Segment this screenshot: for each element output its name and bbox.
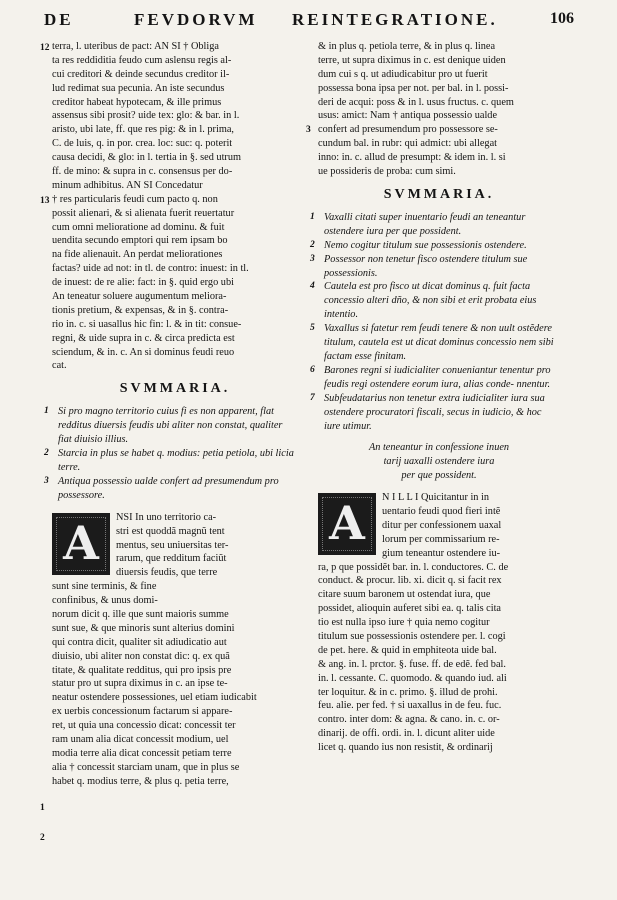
summaria-item: [310, 253, 560, 281]
summaria-heading: SVMMARIA.: [383, 186, 495, 202]
dropcap-initial: A: [318, 493, 376, 555]
text-line: de inuest: de re alie: fact: in §. quid ergo ubi: [52, 277, 234, 289]
left-body-section: [52, 511, 298, 789]
text-line: cat.: [52, 360, 67, 372]
text-line: † res particularis feudi cum pacto q. non: [52, 193, 218, 205]
summaria-heading: SVMMARIA.: [119, 381, 231, 397]
text-line: lorum per commissarium re-: [382, 533, 500, 545]
text-line: cundum bal. in rubr: qui admict: ubi allegat: [318, 138, 498, 150]
margin-number: 3: [306, 125, 311, 135]
text-line: statur pro ut supra diximus in c. an ipse te-: [52, 678, 228, 690]
text-line: ditur per confessionem uaxal: [382, 519, 502, 531]
summaria-number: 6: [310, 364, 315, 375]
section-caption: [318, 441, 560, 483]
summaria-text: Nemo cogitur titulum sue possessionis ostendere.: [324, 239, 527, 251]
caption-line: An teneantur in confessione inuen: [368, 442, 510, 454]
summaria-text: Cautela est pro fisco ut dicat dominus q. fuit facta concessio alteri dño, & non sibi et erit probata eius intentio.: [324, 281, 537, 321]
text-line: dinarij. de offi. ordi. in. l. dicunt aliter uide: [318, 728, 495, 740]
text-line: ue possideris de proba: cum simi.: [318, 166, 456, 178]
right-summaria-list: [310, 211, 560, 434]
text-line: minum adhibitus. AN SI Concedatur: [52, 179, 203, 191]
text-line: aristo, ubi late, ff. que res pig: & in l. prima,: [52, 124, 234, 136]
right-body-text: [318, 561, 560, 755]
text-line: tionis pretium, & expensas, & in §. contra-: [52, 304, 229, 316]
text-line: de pet. here. & quid in emphiteota uide bal.: [318, 644, 497, 656]
summaria-item: [310, 280, 560, 322]
text-line: licet q. quando ius non resistit, & ordinarij: [318, 742, 493, 754]
text-line: uentario feudi quod fieri intẽ: [382, 505, 501, 517]
text-line: ter loquitur. & in c. primo. §. illud de prohi.: [318, 686, 498, 698]
text-line: alia † concessit starciam unam, que in plus se: [52, 761, 240, 773]
text-line: neatur ostendere possessiones, uel etiam iudicabit: [52, 692, 257, 704]
summaria-item: [310, 211, 560, 239]
text-line: possit alienari, & si alienata fuerit reuertatur: [52, 207, 235, 219]
summaria-text: Si pro magno territorio cuius fi es non apparent, flat redditus diuersis feudis ubi aliter non constat, qualiter fiat diuisio illius.: [58, 406, 283, 446]
summaria-item: [310, 392, 560, 434]
summaria-item: [44, 475, 298, 503]
text-line: & ang. in. l. prctor. §. fuse. ff. de edẽ. fed bal.: [318, 658, 506, 670]
text-line: possidet, alioquin auferet sibi ea. q. talis cita: [318, 603, 502, 615]
header-word-feudorum: FEVDORVM: [134, 10, 258, 29]
margin-number: 1: [40, 803, 45, 813]
text-line: ra, p que possidẽt bar. in. l. conductores. C. de: [318, 561, 509, 573]
text-line: modia terre alia dicat concessit petiam terre: [52, 747, 232, 759]
summaria-number: 2: [44, 448, 49, 459]
text-line: conduct. & procur. lib. xi. dicit q. si facit rex: [318, 575, 502, 587]
text-line: feu. alie. per fed. † si uaxallus in de feu. fuc.: [318, 700, 502, 712]
summaria-number: 1: [44, 406, 49, 417]
text-line: sciendum, & in. c. An si dominus feudi reuo: [52, 346, 235, 358]
margin-number: 12: [40, 43, 50, 53]
caption-line: per que possident.: [401, 470, 477, 482]
summaria-number: 1: [310, 211, 315, 222]
text-line: deri de acqui: poss & in l. usus fructus. c. quem: [318, 96, 514, 108]
summaria-text: Possessor non tenetur fisco ostendere titulum sue possessionis.: [324, 253, 528, 279]
text-line: assensus sibi prosit? uide tex: glo: & bar. in l.: [52, 110, 240, 122]
text-line: ret, ut quia una concessio dicat: concessit ter: [52, 720, 236, 732]
right-top-text: [318, 40, 560, 179]
text-line: sunt sue, & que minoris sunt alterius domini: [52, 622, 235, 634]
summaria-text: Vaxalli citati super inuentario feudi an teneantur ostendere iura per que possident.: [324, 211, 526, 237]
text-line: terre, ut supra diximus in c. est denique uiden: [318, 54, 506, 66]
text-line: possessa bona ipsa per not. per bal. in l. possi-: [318, 82, 509, 94]
text-line: gium teneantur ostendere iu-: [382, 547, 501, 559]
summaria-number: 5: [310, 323, 315, 334]
text-line: inno: in. c. allud de presumpt: & idem in. l. si: [318, 152, 506, 164]
summaria-number: 3: [310, 253, 315, 264]
right-column: [306, 40, 560, 755]
body-head-line: NSI In uno territorio ca-: [116, 511, 217, 523]
text-line: citare suum baronem ut ostendat iura, que: [318, 589, 491, 601]
text-line: rarum, que redditum faciũt: [116, 553, 227, 565]
text-line: confinibus, & unus domi-: [52, 595, 158, 607]
margin-number: 13: [40, 196, 50, 206]
text-line: lud redimat sua pecunia. An iste secundus: [52, 82, 225, 94]
right-body-section: [318, 491, 560, 755]
text-line: contro. inter dom: & agna. & cano. in. c. or-: [318, 714, 500, 726]
summaria-text: Barones regni si iudicialiter conueniantur tenentur pro feudis regi ostendere eorum iura, alias conde- nnentur.: [324, 364, 551, 390]
text-line: regni, & uide supra in c. & circa predicta est: [52, 332, 235, 344]
text-line: tio est nulla ipso iure † quia nemo cogitur: [318, 617, 490, 629]
text-line: C. de luis, q. in por. crea. loc: suc: q. poterit: [52, 138, 233, 150]
summaria-text: Starcia in plus se habet q. modius: petia petiola, ubi licia terre.: [58, 448, 294, 473]
running-header: [44, 8, 574, 34]
left-top-text: [52, 40, 298, 373]
summaria-text: Vaxallus si fatetur rem feudi tenere & non uult ostẽdere titulum, cautela est ut dicat dominus concessio nem sibi factam esse finitam.: [324, 323, 554, 362]
summaria-number: 7: [310, 392, 315, 403]
header-word-reintegratione: REINTEGRATIONE.: [292, 10, 498, 29]
text-line: factas? uide ad not: in tl. de contro: inuest: in tl.: [52, 263, 249, 275]
text-line: sunt sine terminis, & fine: [52, 581, 157, 593]
text-line: & in plus q. petiola terre, & in plus q. linea: [318, 41, 496, 52]
text-line: qui contra dicit, qualiter sit adiudicatio aut: [52, 636, 227, 648]
text-line: norum dicit q. ille que sunt maioris summe: [52, 608, 229, 620]
summaria-item: [44, 405, 298, 447]
text-line: An teneatur soluere augumentum meliora-: [52, 291, 227, 303]
summaria-item: [310, 239, 560, 253]
summaria-item: [44, 447, 298, 475]
text-line: titulum sue possessionis ostendere per. l. cogi: [318, 630, 506, 642]
summaria-text: Subfeudatarius non tenetur extra iudicialiter iura sua ostendere procuratori fiscali, secus in iudicio, & hoc iure utimur.: [324, 392, 545, 432]
text-line: creditor habeat hypotecam, & ille primus: [52, 96, 222, 108]
text-line: ram unam alia dicat concessit modium, uel: [52, 733, 229, 745]
header-word-de: DE: [44, 10, 74, 29]
left-body-text: [52, 608, 298, 789]
margin-number: 2: [40, 833, 45, 843]
summaria-number: 2: [310, 239, 315, 250]
text-line: diuersis feudis, que terre: [116, 567, 218, 579]
dropcap-initial: A: [52, 513, 110, 575]
text-line: ff. de mino: & supra in c. consensus per do-: [52, 166, 233, 178]
left-column: [40, 40, 298, 843]
text-line: cum omni melioratione ad dominu. & fuit: [52, 221, 225, 233]
text-line: causa decidi, & glo: in l. tertia in §. sed utrum: [52, 152, 242, 164]
text-line: usus: amict: Nam † antiqua possessio ualde: [318, 110, 498, 122]
left-summaria-list: [44, 405, 298, 502]
summaria-number: 4: [310, 281, 315, 292]
text-line: stri est quoddã magnũ tent: [116, 525, 225, 537]
page-number: 106: [550, 10, 574, 27]
summaria-item: [310, 364, 560, 392]
body-head-line: N I L L I Quicitantur in in: [382, 492, 490, 504]
text-line: na fide alienauit. An perdat meliorationes: [52, 249, 223, 261]
text-line: habet q. modius terre, & plus q. petia terre,: [52, 775, 229, 787]
text-line: terra, l. uteribus de pact: AN SI † Obliga: [52, 41, 219, 52]
text-line: rio in. c. si uasallus hic fin: l. & in tit: consue-: [52, 318, 242, 330]
summaria-item: [310, 322, 560, 364]
text-line: cui creditori & deinde secundus creditor il-: [52, 68, 230, 80]
text-line: diuisio, ubi aliter non constat dic: q. ex quã: [52, 650, 230, 662]
text-line: ta res reddiditia feudo cum aslensu regis al-: [52, 54, 232, 66]
text-line: uendita secundo emptori qui rem ipsam bo: [52, 235, 228, 247]
caption-line: tarij uaxalli ostendere iura: [383, 456, 495, 468]
summaria-number: 3: [44, 475, 49, 486]
text-line: in. l. cessante. C. quomodo. & quando iud. ali: [318, 672, 507, 684]
summaria-text: Antiqua possessio ualde confert ad presumendum pro possessore.: [58, 475, 279, 501]
text-line: dum cui s q. ut adiudicabitur pro ut fuerit: [318, 68, 488, 80]
text-line: ex uerbis concessionum factarum si appare-: [52, 706, 233, 718]
text-line: titate, & qualitate redditus, qui pro ipsis pre: [52, 664, 232, 676]
text-line: confert ad presumendum pro possessore se-: [318, 124, 498, 136]
text-line: mentus, seu uniuersitas ter-: [116, 539, 229, 551]
